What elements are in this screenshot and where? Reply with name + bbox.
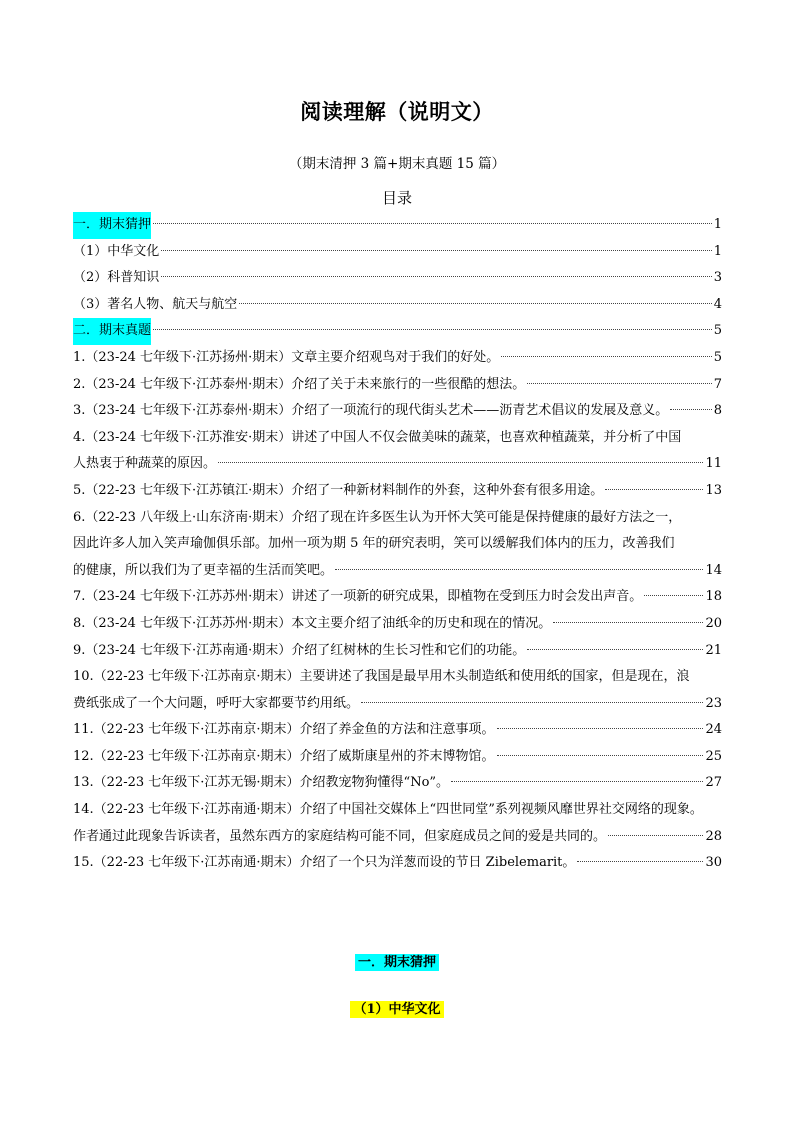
- toc-entry-label: 7.（23-24 七年级下·江苏苏州·期末）讲述了一项新的研究成果，即植物在受到压力时会发出声音。: [73, 589, 643, 605]
- toc-leader-dots: [497, 755, 704, 756]
- toc-entry[interactable]: [73, 797, 722, 850]
- toc-entry-label: 13.（22-23 七年级下·江苏无锡·期末）介绍教宠物狗懂得“No”。: [73, 775, 450, 791]
- table-of-contents: [73, 212, 722, 877]
- toc-entry-text-line: 6.（22-23 八年级上·山东济南·期末）介绍了现在许多医生认为开怀大笑可能是保持健康的最好方法之一，: [73, 509, 682, 525]
- toc-entry[interactable]: [73, 265, 722, 292]
- toc-entry-label: （3）著名人物、航天与航空: [73, 296, 238, 312]
- toc-entry-row: [73, 372, 722, 399]
- toc-entry[interactable]: [73, 239, 722, 266]
- toc-leader-dots: [644, 595, 703, 596]
- toc-entry-page: 5: [713, 323, 722, 339]
- toc-entry-page: 5: [713, 349, 722, 365]
- subsection-heading-text: （1）中华文化: [350, 1001, 443, 1018]
- toc-entry-label: 作者通过此现象告诉读者，虽然东西方的家庭结构可能不同，但家庭成员之间的爱是共同的。: [73, 828, 607, 844]
- toc-entry-row: [73, 691, 722, 718]
- toc-leader-dots: [553, 622, 703, 623]
- section-heading: [0, 951, 794, 970]
- subsection-heading: [0, 998, 794, 1017]
- toc-entry-page: 1: [713, 243, 722, 259]
- toc-leader-dots: [527, 383, 711, 384]
- toc-entry-row: [73, 318, 722, 345]
- toc-entry-page: 7: [713, 376, 722, 392]
- toc-entry-page: 28: [705, 828, 722, 844]
- toc-leader-dots: [527, 649, 703, 650]
- toc-entry-page: 21: [705, 642, 722, 658]
- toc-entry-label: 12.（22-23 七年级下·江苏南京·期末）介绍了威斯康星州的芥末博物馆。: [73, 748, 495, 764]
- toc-entry[interactable]: [73, 425, 722, 478]
- toc-entry-row: [73, 239, 722, 266]
- toc-entry-page: 30: [705, 855, 722, 871]
- toc-entry-row: [73, 558, 722, 585]
- toc-entry-row: [73, 611, 722, 638]
- toc-entry-label: 9.（23-24 七年级下·江苏南通·期末）介绍了红树林的生长习性和它们的功能。: [73, 642, 526, 658]
- toc-leader-dots: [361, 702, 703, 703]
- toc-entry-label: （1）中华文化: [73, 243, 160, 259]
- toc-entry-label: 费纸张成了一个大问题，呼吁大家都要节约用纸。: [73, 695, 360, 711]
- toc-entry-label: （2）科普知识: [73, 270, 160, 286]
- toc-leader-dots: [451, 781, 703, 782]
- toc-entry-page: 14: [705, 562, 722, 578]
- toc-entry[interactable]: [73, 584, 722, 611]
- toc-entry-label: 1.（23-24 七年级下·江苏扬州·期末）文章主要介绍观鸟对于我们的好处。: [73, 349, 500, 365]
- toc-entry-row: [73, 212, 722, 239]
- toc-entry-row: [73, 584, 722, 611]
- toc-entry-row: [73, 478, 722, 505]
- toc-entry-page: 8: [713, 403, 722, 419]
- toc-leader-dots: [605, 489, 703, 490]
- toc-entry[interactable]: [73, 398, 722, 425]
- toc-entry-label: 二．期末真题: [73, 318, 151, 345]
- toc-entry-label: 15.（22-23 七年级下·江苏南通·期末）介绍了一个只为洋葱而设的节日 Zibelemarit。: [73, 855, 576, 871]
- toc-entry-row: [73, 292, 722, 319]
- toc-entry-label: 人热衷于种蔬菜的原因。: [73, 456, 217, 472]
- toc-entry-row: [73, 265, 722, 292]
- toc-leader-dots: [161, 276, 711, 277]
- toc-leader-dots: [497, 728, 704, 729]
- toc-entry[interactable]: [73, 505, 722, 585]
- toc-leader-dots: [239, 303, 711, 304]
- toc-entry[interactable]: [73, 345, 722, 372]
- toc-entry-page: 27: [705, 775, 722, 791]
- toc-entry[interactable]: [73, 638, 722, 665]
- toc-entry-row: [73, 850, 722, 877]
- toc-entry-page: 20: [705, 615, 722, 631]
- toc-leader-dots: [153, 223, 712, 224]
- toc-entry-label: 5.（22-23 七年级下·江苏镇江·期末）介绍了一种新材料制作的外套，这种外套有很多用途。: [73, 482, 604, 498]
- toc-entry-page: 24: [705, 722, 722, 738]
- toc-entry-row: [73, 638, 722, 665]
- toc-leader-dots: [501, 356, 711, 357]
- toc-entry[interactable]: [73, 372, 722, 399]
- toc-entry[interactable]: [73, 318, 722, 345]
- toc-entry-page: 13: [705, 482, 722, 498]
- toc-entry-page: 1: [713, 217, 722, 232]
- toc-entry-page: 11: [705, 456, 722, 472]
- page-title: 阅读理解（说明文）: [300, 99, 494, 124]
- toc-entry-page: 3: [713, 270, 722, 286]
- toc-leader-dots: [218, 462, 703, 463]
- toc-entry-label: 8.（23-24 七年级下·江苏苏州·期末）本文主要介绍了油纸伞的历史和现在的情况。: [73, 615, 552, 631]
- toc-leader-dots: [153, 329, 712, 330]
- toc-entry-label: 11.（22-23 七年级下·江苏南京·期末）介绍了养金鱼的方法和注意事项。: [73, 722, 495, 738]
- toc-entry[interactable]: [73, 478, 722, 505]
- toc-entry-page: 18: [705, 589, 722, 605]
- toc-entry[interactable]: [73, 850, 722, 877]
- toc-entry[interactable]: [73, 744, 722, 771]
- toc-entry-text-line: 10.（22-23 七年级下·江苏南京·期末）主要讲述了我国是最早用木头制造纸和使用纸的国家，但是现在，浪: [73, 669, 690, 685]
- section-heading-text: 一．期末猜押: [355, 954, 439, 971]
- toc-entry[interactable]: [73, 664, 722, 717]
- page-subtitle: （期末清押 3 篇+期末真题 15 篇）: [288, 156, 506, 172]
- toc-entry-label: 3.（23-24 七年级下·江苏泰州·期末）介绍了一项流行的现代街头艺术——沥青艺术倡议的发展及意义。: [73, 403, 669, 419]
- toc-entry-row: [73, 770, 722, 797]
- toc-entry[interactable]: [73, 212, 722, 239]
- toc-entry-row: [73, 398, 722, 425]
- toc-leader-dots: [335, 569, 703, 570]
- toc-entry-page: 4: [713, 296, 722, 312]
- toc-entry-label: 的健康，所以我们为了更幸福的生活而笑吧。: [73, 562, 334, 578]
- toc-leader-dots: [670, 409, 711, 410]
- toc-entry-page: 25: [705, 748, 722, 764]
- toc-entry-text-line: 4.（23-24 七年级下·江苏淮安·期末）讲述了中国人不仅会做美味的蔬菜，也喜欢种植蔬菜，并分析了中国: [73, 429, 682, 445]
- toc-entry-row: [73, 744, 722, 771]
- toc-entry-row: [73, 345, 722, 372]
- toc-entry-page: 23: [705, 695, 722, 711]
- toc-entry-text-line: 14.（22-23 七年级下·江苏南通·期末）介绍了中国社交媒体上“四世同堂”系列视频风靡世界社交网络的现象。: [73, 802, 703, 818]
- toc-leader-dots: [577, 861, 703, 862]
- toc-entry-label: 一．期末猜押: [73, 212, 151, 239]
- toc-heading: 目录: [381, 189, 412, 207]
- toc-entry-row: [73, 451, 722, 478]
- toc-entry-text-line: 因此许多人加入笑声瑜伽俱乐部。加州一项为期 5 年的研究表明，笑可以缓解我们体内的压力，改善我们: [73, 536, 675, 552]
- toc-leader-dots: [161, 250, 711, 251]
- toc-entry-row: [73, 717, 722, 744]
- toc-entry[interactable]: [73, 611, 722, 638]
- toc-entry-row: [73, 824, 722, 851]
- toc-entry[interactable]: [73, 292, 722, 319]
- toc-entry[interactable]: [73, 770, 722, 797]
- toc-entry-label: 2.（23-24 七年级下·江苏泰州·期末）介绍了关于未来旅行的一些很酷的想法。: [73, 376, 526, 392]
- toc-leader-dots: [608, 835, 703, 836]
- toc-entry[interactable]: [73, 717, 722, 744]
